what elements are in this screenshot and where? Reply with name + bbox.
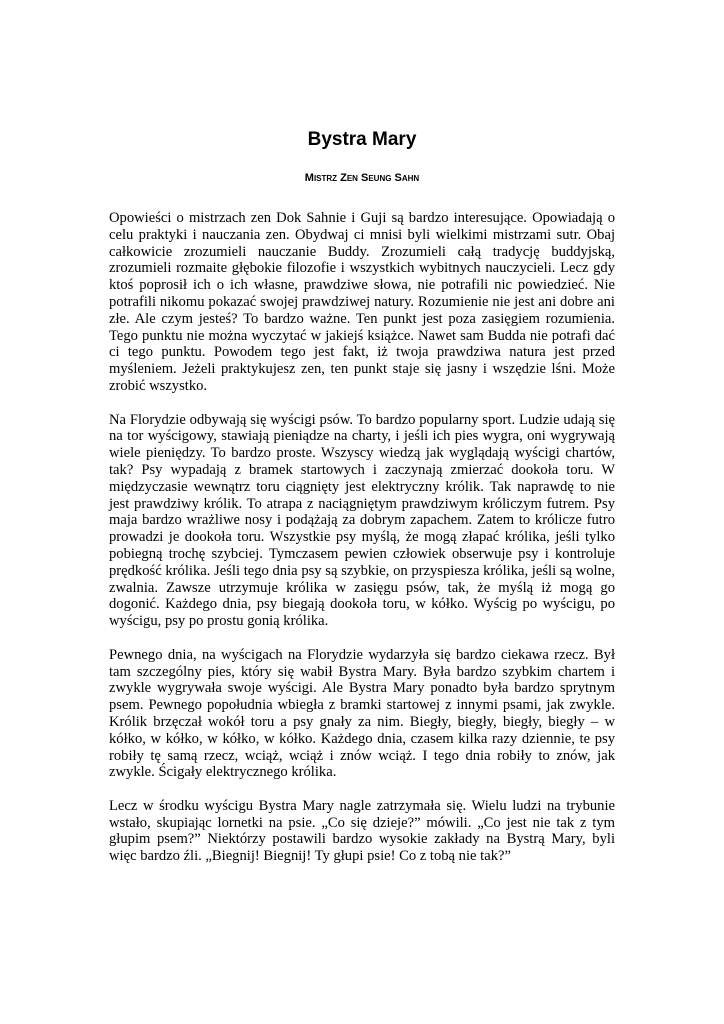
paragraph: Na Florydzie odbywają się wyścigi psów. To bardzo popularny sport. Ludzie udają się na tor wyścigowy, stawiają pieniądze na charty, i jeśli ich pies wygra, oni wygrywają wiele pieniędzy. To bardzo proste. Wszyscy wiedzą jak wyglądają wyścigi chartów, tak? Psy wypadają z bramek startowych i zaczynają zmierzać dookoła toru. W międzyczasie wewnątrz toru ciągnięty jest elektryczny królik. Tak naprawdę to nie jest prawdziwy królik. To atrapa z naciągniętym prawdziwym króliczym futrem. Psy maja bardzo wrażliwe nosy i podążają za dobrym zapachem. Zatem to królicze futro prowadzi je dookoła toru. Wszystkie psy myślą, że mogą złapać królika, jeśli tylko pobiegną trochę szybciej. Tymczasem pewien człowiek obserwuje psy i kontroluje prędkość królika. Jeśli tego dnia psy są szybkie, on przyspiesza królika, jeśli są wolne, zwalnia. Zawsze utrzymuje królika w zasięgu psów, tak, że myślą iż mogą go dogonić. Każdego dnia, psy biegają dookoła toru, w kółko. Wyścig po wyścigu, po wyścigu, psy po prostu gonią królika. (109, 411, 615, 630)
paragraph: Lecz w środku wyścigu Bystra Mary nagle zatrzymała się. Wielu ludzi na trybunie wstało, skupiając lornetki na psie. „Co się dzieje?” mówili. „Co jest nie tak z tym głupim psem?” Niektórzy postawili bardzo wysokie zakłady na Bystrą Mary, byli więc bardzo źli. „Biegnij! Biegnij! Ty głupi psie! Co z tobą nie tak?” (109, 797, 615, 865)
author-byline: Mistrz Zen Seung Sahn (304, 172, 420, 184)
page-title: Bystra Mary (307, 129, 417, 150)
paragraph: Opowieści o mistrzach zen Dok Sahnie i Guji są bardzo interesujące. Opowiadają o celu praktyki i nauczania zen. Obydwaj ci mnisi byli wielkimi mistrzami sutr. Obaj całkowicie zrozumieli nauczanie Buddy. Zrozumieli całą tradycję buddyjską, zrozumieli rozmaite głębokie filozofie i wszystkich wybitnych nauczycieli. Lecz gdy ktoś poprosił ich o ich własne, prawdziwe słowa, nie potrafili nic powiedzieć. Nie potrafili nikomu pokazać swojej prawdziwej natury. Rozumienie nie jest ani dobre ani złe. Ale czym jesteś? To bardzo ważne. Ten punkt jest poza zasięgiem rozumienia. Tego punktu nie można wyczytać w jakiejś książce. Nawet sam Budda nie potrafi dać ci tego punktu. Powodem tego jest fakt, iż twoja prawdziwa natura jest przed myśleniem. Jeżeli praktykujesz zen, ten punkt staje się jasny i wszędzie lśni. Może zrobić wszystko. (109, 210, 615, 394)
article-body (109, 210, 615, 882)
paragraph: Pewnego dnia, na wyścigach na Florydzie wydarzyła się bardzo ciekawa rzecz. Był tam szczególny pies, który się wabił Bystra Mary. Była bardzo szybkim chartem i zwykle wygrywała swoje wyścigi. Ale Bystra Mary ponadto była bardzo sprytnym psem. Pewnego popołudnia wbiegła z bramki startowej z innymi psami, jak zwykle. Królik brzęczał wokół toru a psy gnały za nim. Biegły, biegły, biegły, biegły – w kółko, w kółko, w kółko, w kółko. Każdego dnia, czasem kilka razy dziennie, te psy robiły tę samą rzecz, wciąż, wciąż i znów wciąż. I tego dnia robiły to znów, jak zwykle. Ścigały elektrycznego królika. (109, 646, 615, 781)
